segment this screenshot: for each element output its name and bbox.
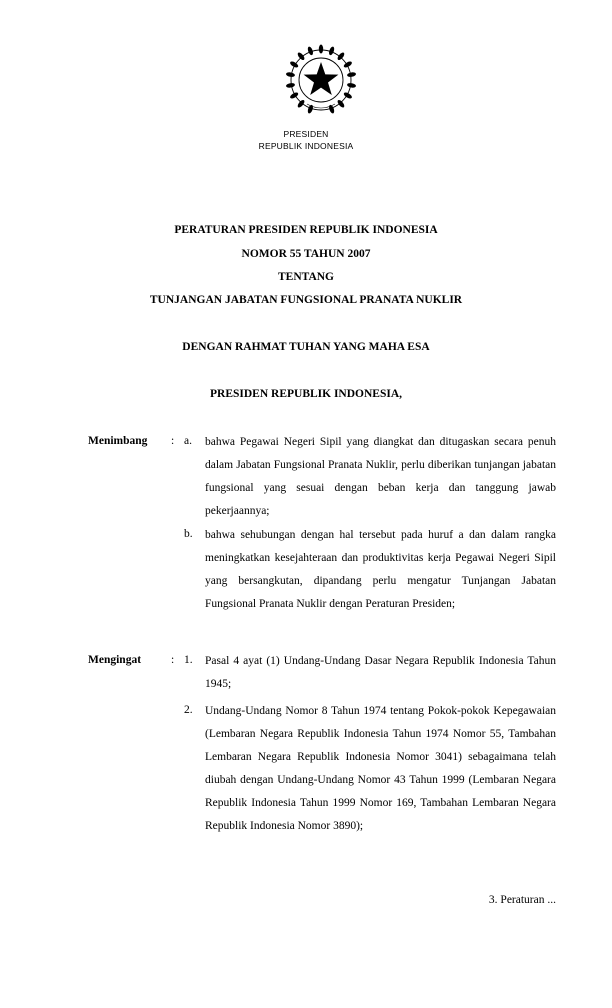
institution-line-1: PRESIDEN bbox=[283, 129, 329, 139]
menimbang-item-a: bahwa Pegawai Negeri Sipil yang diangkat dan ditugaskan secara penuh dalam Jabatan Fungsional Pranata Nuklir, perlu diberikan tunjangan jabatan fungsional yang sesuai dengan beban kerja dan tanggung jawab pekerjaannya; bbox=[205, 436, 556, 517]
menimbang-marker-b: b. bbox=[184, 528, 193, 540]
menimbang-marker-a: a. bbox=[184, 435, 192, 447]
page-continuation: 3. Peraturan ... bbox=[488, 894, 556, 906]
menimbang-label: Menimbang bbox=[88, 435, 148, 447]
institution-line-2: REPUBLIK INDONESIA bbox=[258, 141, 354, 151]
menimbang-colon: : bbox=[171, 435, 175, 447]
regulation-title: PERATURAN PRESIDEN REPUBLIK INDONESIA bbox=[174, 224, 438, 236]
regulation-subject: TUNJANGAN JABATAN FUNGSIONAL PRANATA NUKLIR bbox=[149, 294, 463, 306]
preamble: DENGAN RAHMAT TUHAN YANG MAHA ESA bbox=[182, 341, 430, 353]
mengingat-label: Mengingat bbox=[88, 654, 142, 666]
regulation-about: TENTANG bbox=[277, 271, 335, 283]
mengingat-marker-1: 1. bbox=[184, 654, 193, 666]
issuer: PRESIDEN REPUBLIK INDONESIA, bbox=[209, 388, 403, 400]
mengingat-colon: : bbox=[171, 654, 175, 666]
menimbang-item-b: bahwa sehubungan dengan hal tersebut pada huruf a dan dalam rangka meningkatkan kesejahteraan dan produktivitas kerja Pegawai Negeri Sipil yang bersangkutan, dipandang perlu mengatur Tunjangan Jabatan Fungsional Pranata Nuklir dengan Peraturan Presiden; bbox=[205, 529, 556, 610]
garuda-star-emblem-icon bbox=[281, 40, 361, 120]
mengingat-item-2: Undang-Undang Nomor 8 Tahun 1974 tentang Pokok-pokok Kepegawaian (Lembaran Negara Republik Indonesia Tahun 1974 Nomor 55, Tambahan Lembaran Negara Republik Indonesia Nomor 3041) sebagaimana telah diubah dengan Undang-Undang Nomor 43 Tahun 1999 (Lembaran Negara Republik Indonesia Tahun 1999 Nomor 169, Tambahan Lembaran Negara Republik Indonesia Nomor 3890); bbox=[205, 705, 556, 832]
regulation-number: NOMOR 55 TAHUN 2007 bbox=[241, 248, 371, 260]
mengingat-item-1: Pasal 4 ayat (1) Undang-Undang Dasar Negara Republik Indonesia Tahun 1945; bbox=[205, 655, 556, 690]
mengingat-marker-2: 2. bbox=[184, 704, 193, 716]
